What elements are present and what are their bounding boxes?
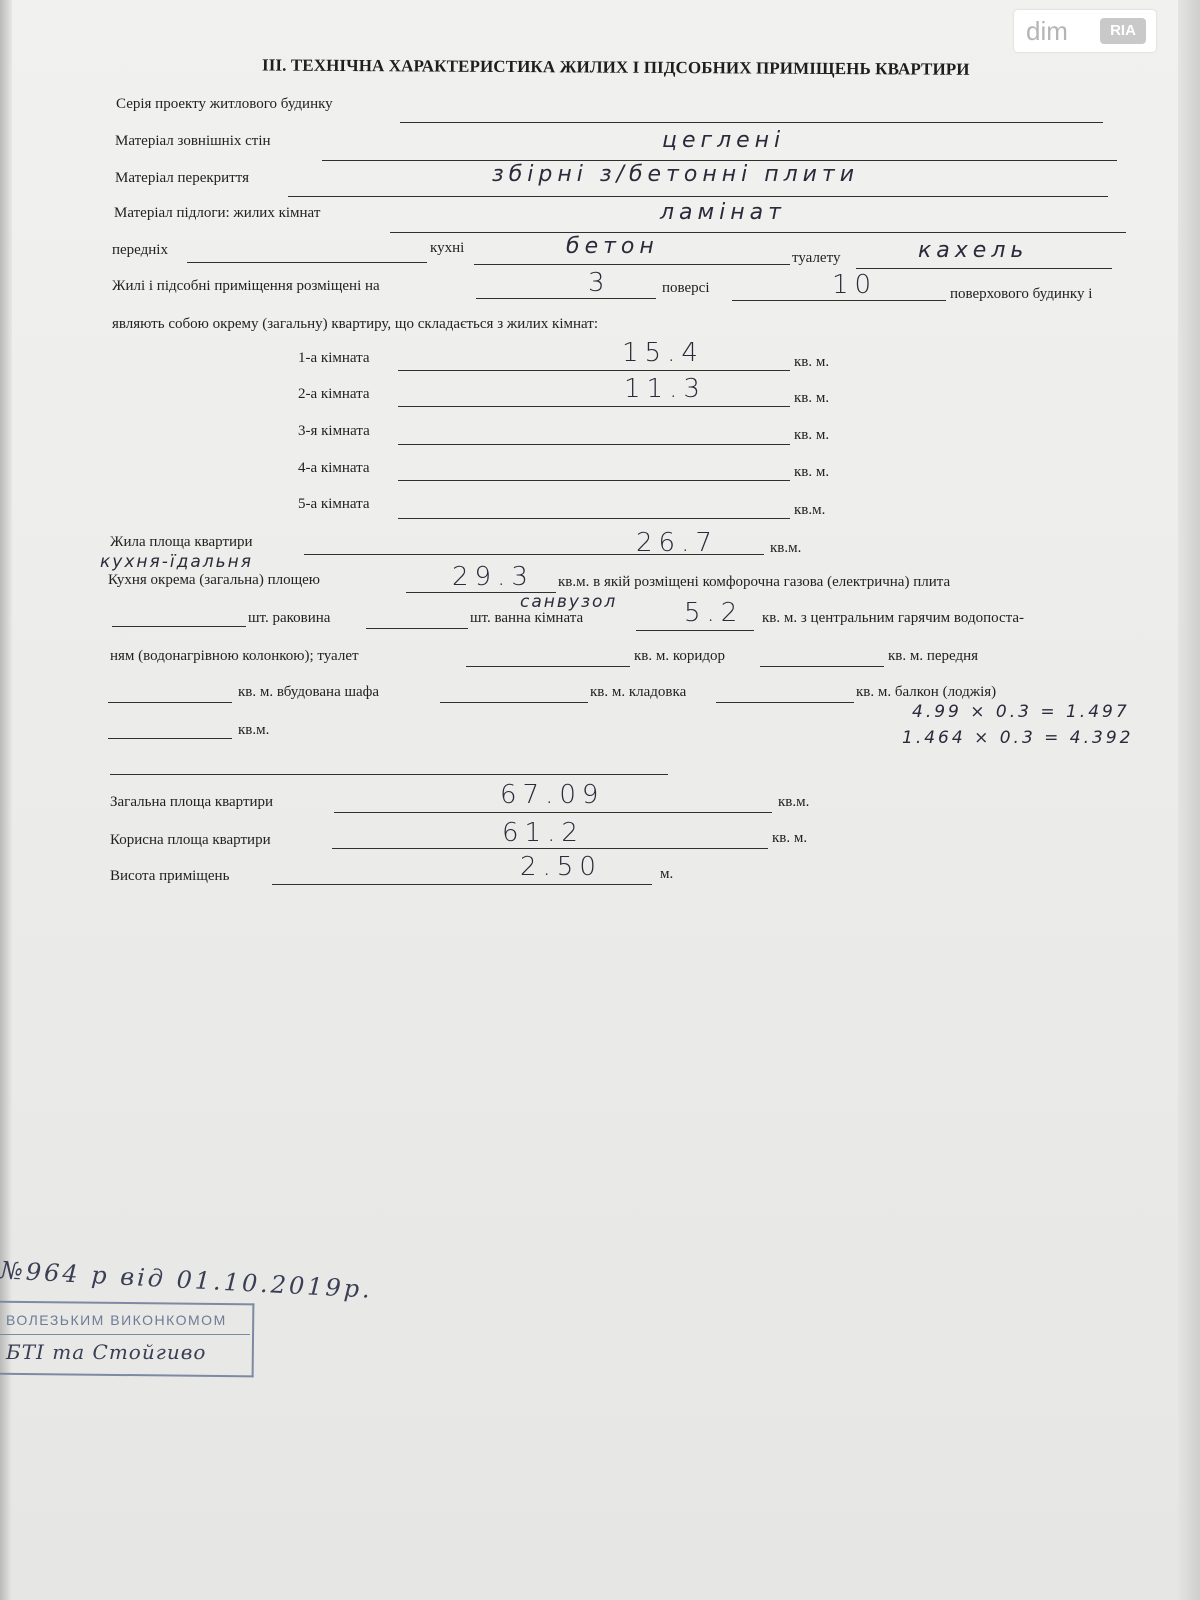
front-area-line	[108, 702, 232, 703]
stamp-handwritten: №964 р від 01.10.2019р.	[0, 1256, 374, 1304]
kitchen-note: кухня-їдальня	[100, 552, 253, 572]
floor-no-value: 3	[588, 268, 611, 298]
useful-area-unit: кв. м.	[772, 830, 808, 846]
walls-line	[322, 160, 1117, 161]
location-label: Жилі і підсобні приміщення розміщені на	[112, 278, 380, 294]
kitchen-text: кв.м. в якій розміщені комфорочна газова (електрична) плита	[558, 574, 951, 590]
floor-no-line	[476, 298, 656, 299]
room-5-unit: кв.м.	[794, 502, 826, 518]
series-label: Серія проекту житлового будинку	[116, 96, 333, 112]
useful-area-label: Корисна площа квартири	[110, 832, 271, 848]
toilet-label: туалету	[792, 250, 841, 266]
room-3-unit: кв. м.	[794, 427, 830, 443]
useful-area-line	[332, 848, 768, 849]
ceiling-line	[288, 196, 1108, 197]
page-right-edge	[1178, 0, 1200, 1600]
series-line	[400, 122, 1103, 123]
room-2-unit: кв. м.	[794, 390, 830, 406]
total-area-unit: кв.м.	[778, 794, 810, 810]
closet-line	[440, 702, 588, 703]
floor-line	[390, 232, 1126, 233]
bath-line	[636, 630, 754, 631]
pcs-bath-label: шт. ванна кімната	[470, 610, 584, 626]
total-area-line	[334, 812, 772, 813]
dim-ria-watermark	[1014, 10, 1156, 52]
storage-label: кв. м. кладовка	[590, 684, 687, 700]
walls-label: Матеріал зовнішніх стін	[115, 133, 271, 149]
blank-line	[110, 774, 668, 775]
balcony-unit: кв.м.	[238, 722, 270, 738]
height-label: Висота приміщень	[110, 868, 230, 884]
closet-label: кв. м. вбудована шафа	[238, 684, 380, 700]
watermark-brand: dim	[1026, 16, 1068, 46]
balcony-area-line	[108, 738, 232, 739]
bath-text: кв. м. з центральним гарячим водопоста-	[762, 610, 1025, 626]
hallway-line	[187, 262, 427, 263]
front-label: кв. м. передня	[888, 648, 979, 664]
toilet-area-line	[466, 666, 630, 667]
pcs-sink-label: шт. раковина	[248, 610, 331, 626]
kitchen-floor-line	[474, 264, 790, 265]
room-4-line	[398, 480, 790, 481]
apartment-label: являють собою окрему (загальну) квартиру, що складається з жилих кімнат:	[112, 316, 599, 332]
living-area-value: 26.7	[636, 528, 718, 558]
ceiling-value: збірні з/бетонні плити	[492, 162, 860, 187]
kitchen-label: Кухня окрема (загальна) площею	[108, 572, 320, 588]
total-floors-line	[732, 300, 946, 301]
total-floors-value: 10	[832, 270, 878, 300]
toilet-value: кахель	[918, 238, 1029, 263]
toilet-area-label: ням (водонагрівною колонкою); туалет	[110, 648, 359, 664]
living-area-label: Жила площа квартири	[110, 534, 253, 550]
stamp-line-2: БТІ та Стойгиво	[6, 1340, 207, 1364]
room-1-line	[398, 370, 790, 371]
useful-area-value: 61.2	[502, 818, 584, 848]
storage-line	[716, 702, 854, 703]
ceiling-label: Матеріал перекриття	[115, 170, 249, 186]
stamp-divider	[0, 1334, 250, 1335]
hallway-label: передніх	[112, 242, 168, 258]
room-2-line	[398, 406, 790, 407]
toilet-line	[856, 268, 1112, 269]
room-1-unit: кв. м.	[794, 354, 830, 370]
stamp-line-1: ВОЛЕЗЬКИМ ВИКОНКОМОМ	[6, 1312, 227, 1328]
total-area-value: 67.09	[500, 780, 605, 810]
living-area-unit: кв.м.	[770, 540, 802, 556]
room-2-value: 11.3	[624, 374, 706, 404]
room-5-label: 5-а кімната	[298, 496, 370, 512]
bath-note: санвузол	[520, 592, 618, 612]
walls-value: цеглені	[662, 128, 786, 153]
room-3-line	[398, 444, 790, 445]
kitchen-floor-value: бетон	[566, 234, 659, 259]
page-title: III. ТЕХНІЧНА ХАРАКТЕРИСТИКА ЖИЛИХ І ПІДСОБНИХ ПРИМІЩЕНЬ КВАРТИРИ	[261, 55, 970, 79]
room-2-label: 2-а кімната	[298, 386, 370, 402]
corridor-label: кв. м. коридор	[634, 648, 726, 664]
room-4-unit: кв. м.	[794, 464, 830, 480]
kitchen-area-value: 29.3	[452, 562, 534, 592]
bath-value: 5.2	[684, 598, 744, 628]
watermark-badge: RIA	[1100, 18, 1146, 44]
height-value: 2.50	[520, 852, 602, 882]
balcony-calc-1: 4.99 × 0.3 = 1.497	[912, 702, 1130, 722]
room-3-label: 3-я кімната	[298, 423, 370, 439]
balcony-label: кв. м. балкон (лоджія)	[856, 684, 997, 700]
floor-label: Матеріал підлоги: жилих кімнат	[114, 205, 321, 221]
sink-count-line	[366, 628, 468, 629]
room-5-line	[398, 518, 790, 519]
kitchen-floor-label: кухні	[430, 240, 465, 256]
room-1-value: 15.4	[622, 338, 704, 368]
room-1-label: 1-а кімната	[298, 350, 370, 366]
floor-value: ламінат	[660, 200, 786, 225]
stove-count-line	[112, 626, 246, 627]
corridor-line	[760, 666, 884, 667]
total-area-label: Загальна площа квартири	[110, 794, 274, 810]
balcony-calc-2: 1.464 × 0.3 = 4.392	[902, 728, 1134, 748]
height-line	[272, 884, 652, 885]
building-label: поверхового будинку і	[950, 286, 1093, 302]
room-4-label: 4-а кімната	[298, 460, 370, 476]
height-unit: м.	[660, 866, 674, 882]
storey-label: поверсі	[662, 280, 710, 296]
